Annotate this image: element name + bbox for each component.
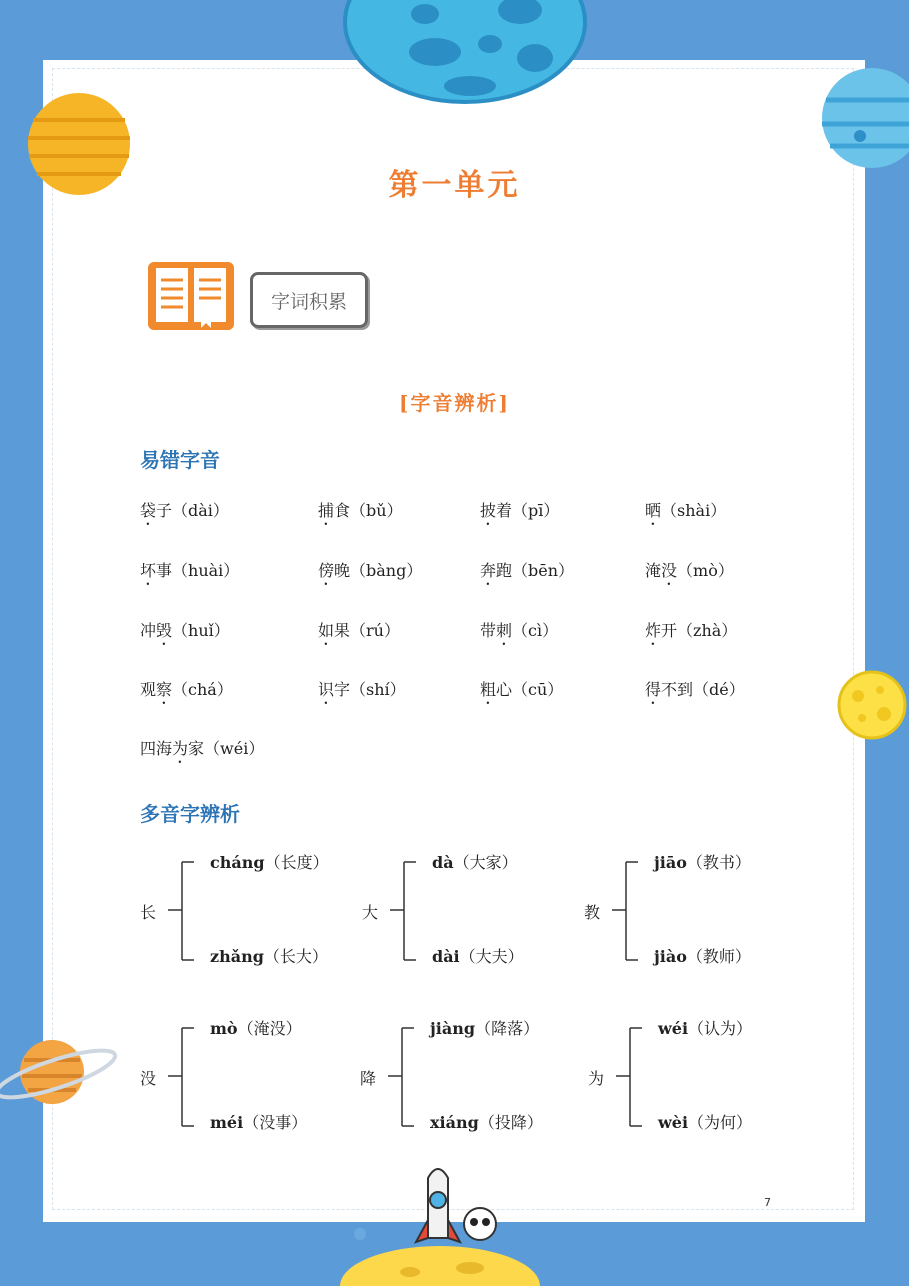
subheading-polyphones: 多音字辨析: [140, 802, 240, 826]
word-entry: 带刺（cì）: [480, 621, 559, 640]
word-entry: 粗心（cū）: [480, 680, 564, 699]
polyphone-reading: cháng（长度）: [210, 853, 329, 872]
polyphone-reading: jiào（教师）: [654, 947, 751, 966]
word-entry: 晒（shài）: [645, 501, 727, 520]
word-entry: 识字（shí）: [318, 680, 406, 699]
polyphone-char: 没: [140, 1069, 157, 1088]
section-header: [字音辨析]: [399, 391, 510, 415]
polyphone-reading: mò（淹没）: [210, 1019, 302, 1038]
word-entry: 奔跑（bēn）: [480, 561, 575, 580]
word-entry: 傍晚（bàng）: [318, 561, 423, 580]
page-number: 7: [764, 1196, 771, 1209]
page-title: 第一单元: [388, 168, 521, 203]
polyphone-char: 降: [360, 1069, 377, 1088]
polyphone-reading: jiāo（教书）: [654, 853, 751, 872]
subheading-error-prone: 易错字音: [140, 448, 220, 472]
polyphone-char: 大: [362, 903, 379, 922]
word-entry: 淹没（mò）: [645, 561, 734, 580]
word-entry: 冲毁（huǐ）: [140, 621, 230, 640]
word-entry: 披着（pī）: [480, 501, 560, 520]
polyphone-char: 为: [588, 1069, 605, 1088]
word-entry: 坏事（huài）: [140, 561, 240, 580]
polyphone-reading: zhǎng（长大）: [210, 947, 328, 966]
polyphone-reading: wèi（为何）: [658, 1113, 753, 1132]
word-entry: 捕食（bǔ）: [318, 501, 403, 520]
word-entry: 观察（chá）: [140, 680, 233, 699]
polyphone-char: 长: [140, 903, 157, 922]
word-entry: 袋子（dài）: [140, 501, 229, 520]
polyphone-reading: dà（大家）: [432, 853, 518, 872]
word-entry: 如果（rú）: [318, 621, 400, 640]
word-entry: 四海为家（wéi）: [140, 739, 265, 758]
polyphone-reading: méi（没事）: [210, 1113, 308, 1132]
polyphone-reading: jiàng（降落）: [430, 1019, 540, 1038]
polyphone-char: 教: [584, 903, 601, 922]
polyphone-reading: dài（大夫）: [432, 947, 524, 966]
polyphone-reading: wéi（认为）: [658, 1019, 753, 1038]
section-label: 字词积累: [250, 272, 368, 328]
word-entry: 炸开（zhà）: [645, 621, 738, 640]
polyphone-reading: xiáng（投降）: [430, 1113, 543, 1132]
word-entry: 得不到（dé）: [645, 680, 745, 699]
